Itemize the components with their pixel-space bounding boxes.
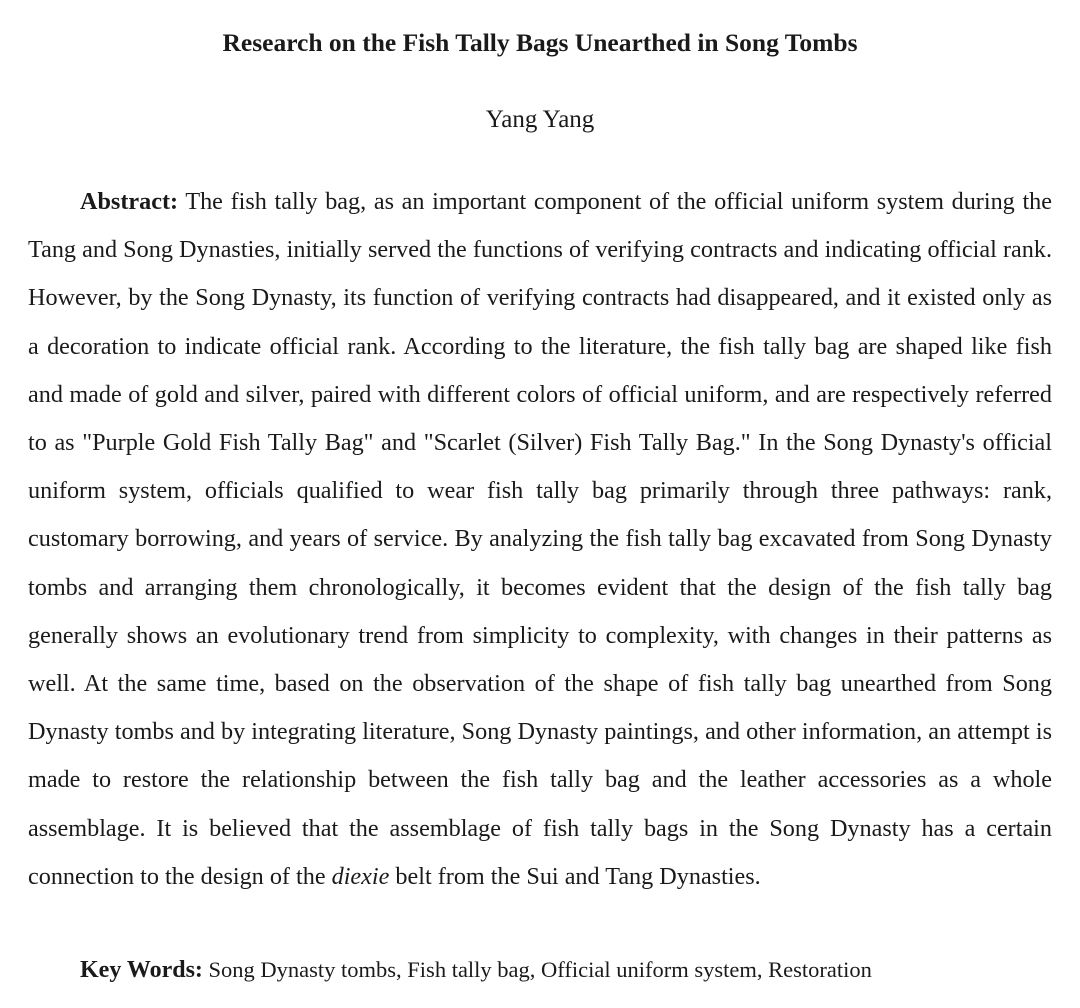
abstract-text: The fish tally bag, as an important component of the official uniform system during the Tang and Song Dynasties, initially served the functions of verifying contracts and indicating official rank. However, by the Song Dynasty, its function of verifying contracts had disappeared, and it existed only as a decoration to indicate official rank. According to the literature, the fish tally bag are shaped like fish and made of gold and silver, paired with different colors of official uniform, and are respectively referred to as "Purple Gold Fish Tally Bag" and "Scarlet (Silver) Fish Tally Bag." In the Song Dynasty's official uniform system, officials qualified to wear fish tally bag primarily through three pathways: rank, customary borrowing, and years of service. By analyzing the fish tally bag excavated from Song Dynasty tombs and arranging them chronologically, it becomes evident that the design of the fish tally bag generally shows an evolutionary trend from simplicity to complexity, with changes in their patterns as well. At the same time, based on the observation of the shape of fish tally bag unearthed from Song Dynasty tombs and by integrating literature, Song Dynasty paintings, and other information, an attempt is made to restore the relationship between the fish tally bag and the leather accessories as a whole assemblage. It is believed that the assemblage of fish tally bags in the Song Dynasty has a certain connection to the design of the: [28, 188, 1052, 890]
abstract-paragraph: [28, 178, 1052, 901]
abstract-label: Abstract:: [80, 188, 179, 215]
keywords-text: Song Dynasty tombs, Fish tally bag, Official uniform system, Restoration: [208, 957, 872, 982]
keywords-label: Key Words:: [80, 957, 203, 983]
keywords-line: [80, 948, 1070, 992]
abstract-italic-term: diexie: [331, 862, 390, 890]
paper-title: Research on the Fish Tally Bags Unearthed in Song Tombs: [222, 28, 858, 57]
paper-author: Yang Yang: [485, 106, 595, 133]
abstract-text-end: belt from the Sui and Tang Dynasties.: [395, 862, 761, 890]
